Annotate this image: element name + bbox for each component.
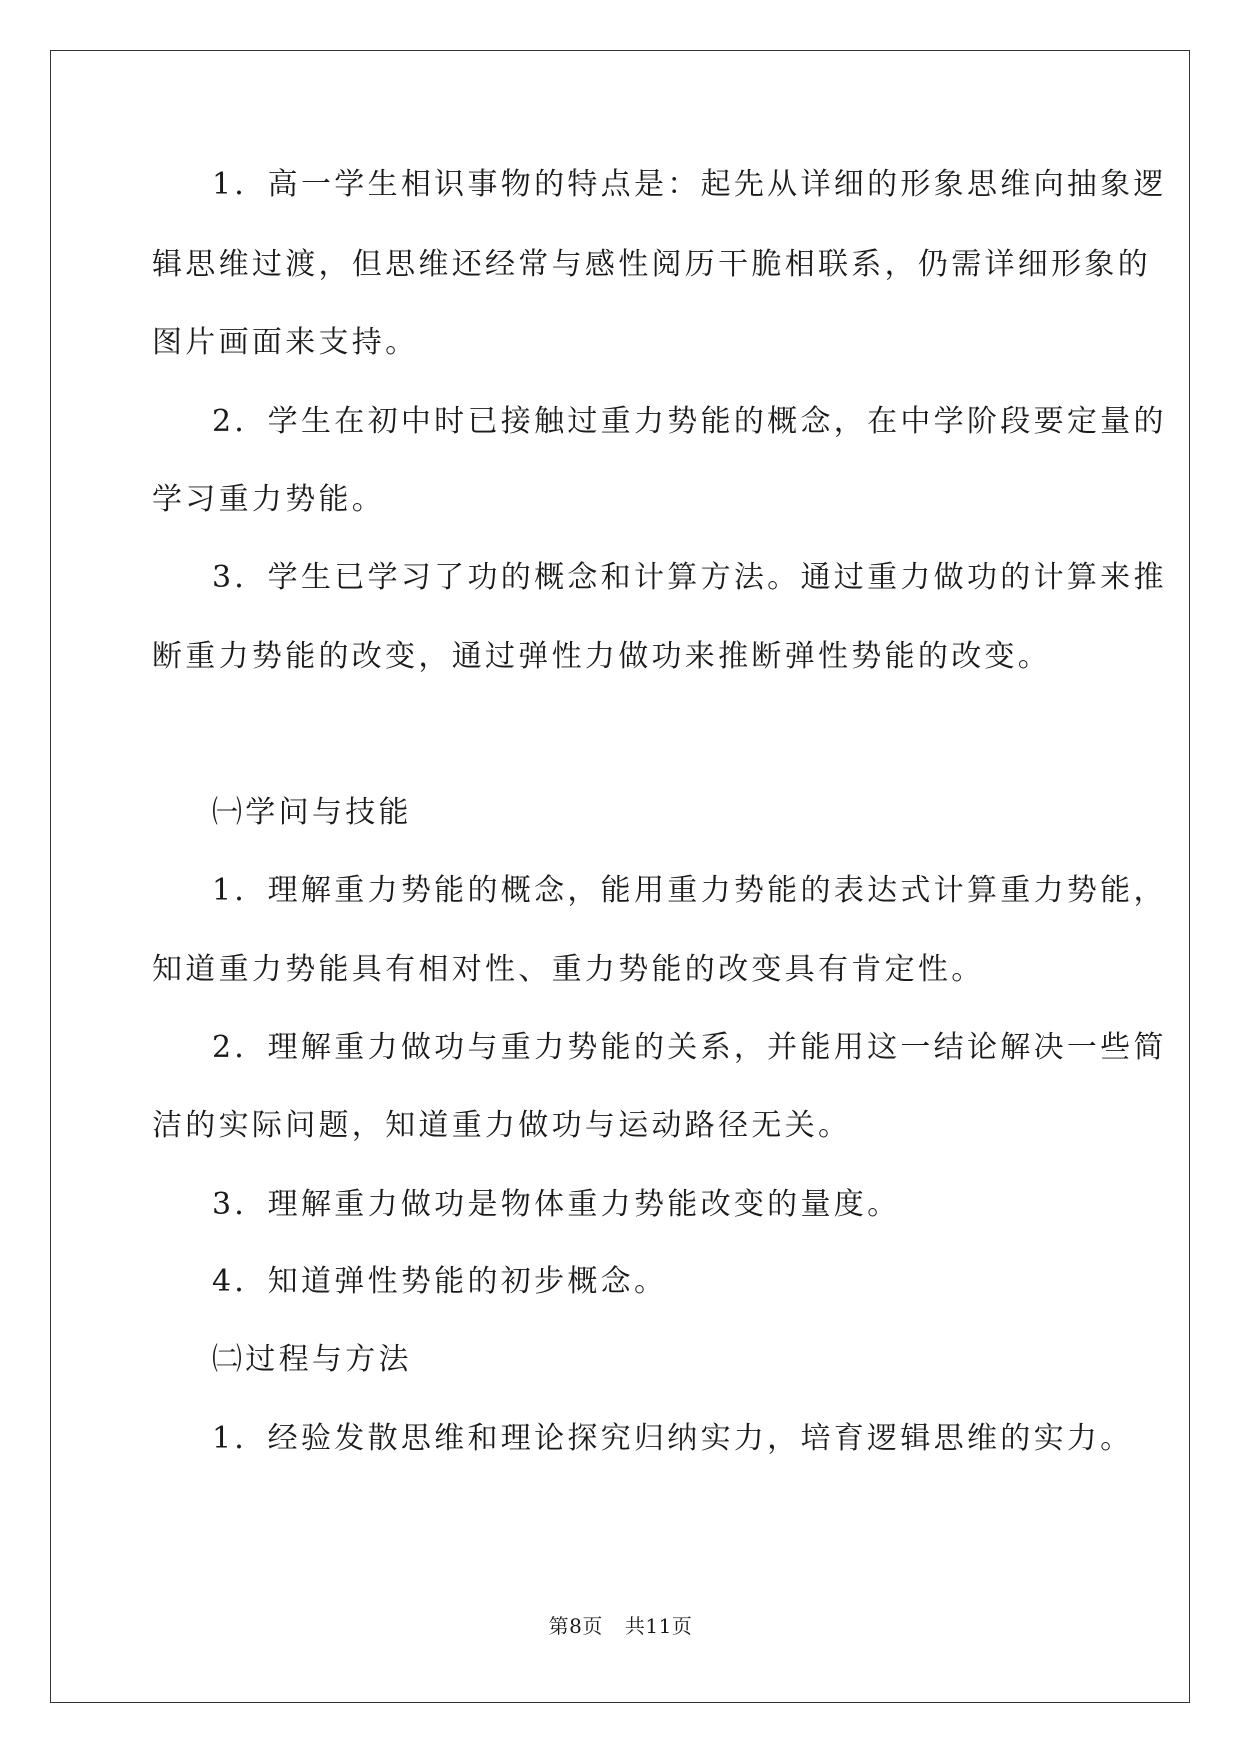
page-number-total: 共11页 bbox=[624, 1614, 693, 1638]
paragraph-2-line-1: 2．学生在初中时已接触过重力势能的概念，在中学阶段要定量的 bbox=[212, 404, 1167, 439]
section-heading-knowledge-skills: ㈠学问与技能 bbox=[212, 795, 412, 830]
paragraph-3-line-1: 3．学生已学习了功的概念和计算方法。通过重力做功的计算来推 bbox=[212, 560, 1167, 595]
paragraph-1-line-2: 辑思维过渡，但思维还经常与感性阅历干脆相联系，仍需详细形象的 bbox=[152, 247, 1151, 282]
paragraph-1-line-1: 1．高一学生相识事物的特点是：起先从详细的形象思维向抽象逻 bbox=[212, 167, 1167, 202]
page-number-current: 第8页 bbox=[548, 1614, 603, 1638]
objective-1-line-1: 1．理解重力势能的概念，能用重力势能的表达式计算重力势能， bbox=[212, 873, 1167, 908]
objective-1-line-2: 知道重力势能具有相对性、重力势能的改变具有肯定性。 bbox=[152, 952, 985, 987]
paragraph-1-line-3: 图片画面来支持。 bbox=[152, 325, 419, 360]
section-heading-process-methods: ㈡过程与方法 bbox=[212, 1342, 412, 1377]
objective-4: 4．知道弹性势能的初步概念。 bbox=[212, 1264, 668, 1299]
objective-2-line-2: 洁的实际问题，知道重力做功与运动路径无关。 bbox=[152, 1108, 852, 1143]
objective-3: 3．理解重力做功是物体重力势能改变的量度。 bbox=[212, 1187, 901, 1222]
objective-2-line-1: 2．理解重力做功与重力势能的关系，并能用这一结论解决一些简 bbox=[212, 1030, 1167, 1065]
process-objective-1: 1．经验发散思维和理论探究归纳实力，培育逻辑思维的实力。 bbox=[212, 1421, 1134, 1456]
paragraph-2-line-2: 学习重力势能。 bbox=[152, 482, 386, 517]
page-footer bbox=[0, 1610, 1241, 1639]
paragraph-3-line-2: 断重力势能的改变，通过弹性力做功来推断弹性势能的改变。 bbox=[152, 639, 1052, 674]
